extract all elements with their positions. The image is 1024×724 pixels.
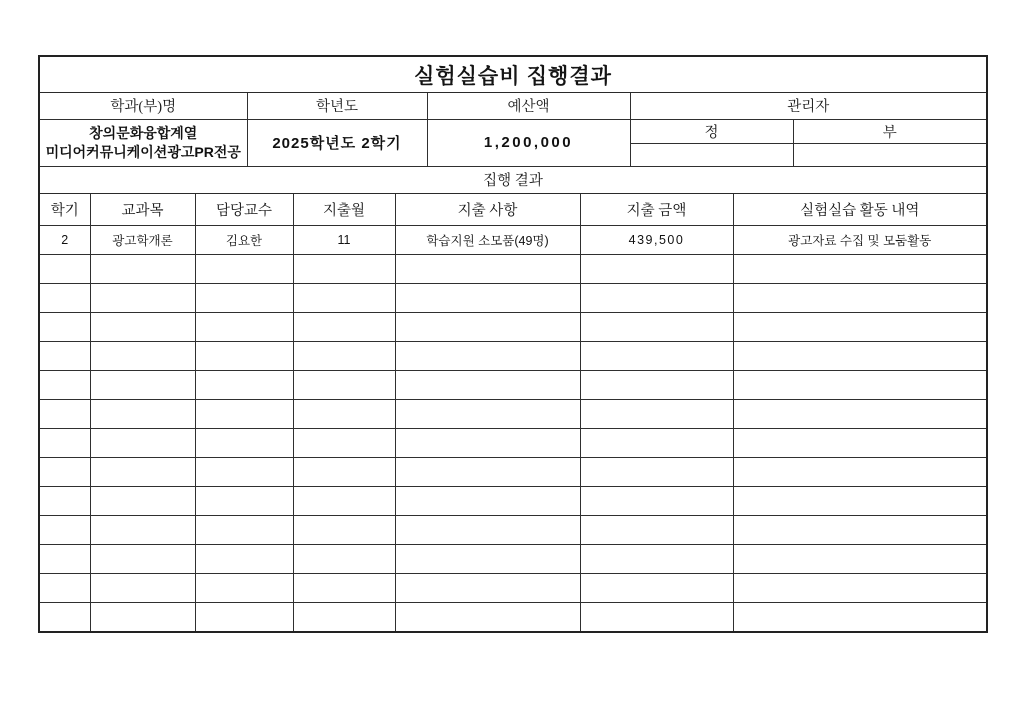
- empty-table-row: [40, 399, 986, 428]
- manager-label: 관리자: [630, 93, 986, 119]
- empty-cell: [40, 544, 90, 573]
- empty-cell: [40, 457, 90, 486]
- dept-name-line2: 미디어커뮤니케이션광고PR전공: [45, 143, 241, 160]
- cell-activity-detail: 광고자료 수집 및 모둠활동: [733, 225, 986, 254]
- empty-table-row: [40, 341, 986, 370]
- column-header-expense-item: 지출 사항: [395, 194, 580, 225]
- empty-table-row: [40, 428, 986, 457]
- empty-cell: [293, 283, 395, 312]
- empty-cell: [293, 428, 395, 457]
- empty-cell: [733, 428, 986, 457]
- empty-cell: [293, 457, 395, 486]
- cell-expense-amount: 439,500: [580, 225, 733, 254]
- budget-label: 예산액: [427, 93, 630, 119]
- empty-cell: [40, 428, 90, 457]
- empty-cell: [195, 341, 293, 370]
- empty-cell: [733, 312, 986, 341]
- manager-primary-value: [630, 143, 793, 166]
- empty-cell: [580, 573, 733, 602]
- empty-cell: [293, 573, 395, 602]
- empty-cell: [40, 254, 90, 283]
- manager-primary-label: 정: [630, 119, 793, 143]
- empty-cell: [580, 341, 733, 370]
- empty-cell: [195, 283, 293, 312]
- academic-year-value: 2025학년도 2학기: [247, 119, 427, 166]
- empty-cell: [40, 399, 90, 428]
- empty-cell: [733, 341, 986, 370]
- empty-table-row: [40, 486, 986, 515]
- info-section: [40, 93, 986, 194]
- empty-cell: [395, 283, 580, 312]
- empty-cell: [395, 486, 580, 515]
- empty-cell: [40, 573, 90, 602]
- empty-cell: [580, 283, 733, 312]
- empty-cell: [90, 341, 195, 370]
- empty-cell: [580, 486, 733, 515]
- empty-cell: [40, 602, 90, 631]
- dept-name-line1: 창의문화융합계열: [89, 124, 198, 141]
- empty-cell: [195, 486, 293, 515]
- empty-cell: [293, 370, 395, 399]
- empty-cell: [580, 399, 733, 428]
- empty-cell: [195, 573, 293, 602]
- empty-cell: [293, 515, 395, 544]
- empty-cell: [395, 341, 580, 370]
- empty-cell: [293, 544, 395, 573]
- execution-result-table: [40, 194, 986, 631]
- empty-cell: [40, 370, 90, 399]
- empty-cell: [733, 544, 986, 573]
- empty-cell: [90, 370, 195, 399]
- dept-name-label: 학과(부)명: [40, 93, 247, 119]
- column-header-semester: 학기: [40, 194, 90, 225]
- table-row: [40, 225, 986, 254]
- manager-secondary-label: 부: [793, 119, 986, 143]
- empty-cell: [293, 341, 395, 370]
- empty-cell: [395, 312, 580, 341]
- cell-expense-item: 학습지원 소모품(49명): [395, 225, 580, 254]
- empty-cell: [395, 457, 580, 486]
- empty-cell: [580, 428, 733, 457]
- empty-table-row: [40, 602, 986, 631]
- empty-cell: [40, 486, 90, 515]
- empty-table-row: [40, 370, 986, 399]
- empty-cell: [90, 515, 195, 544]
- empty-cell: [733, 370, 986, 399]
- empty-cell: [580, 457, 733, 486]
- empty-cell: [733, 399, 986, 428]
- empty-cell: [733, 283, 986, 312]
- empty-cell: [395, 602, 580, 631]
- empty-table-row: [40, 544, 986, 573]
- empty-table-row: [40, 573, 986, 602]
- document-title: 실험실습비 집행결과: [414, 63, 612, 88]
- cell-course: 광고학개론: [90, 225, 195, 254]
- empty-table-row: [40, 515, 986, 544]
- execution-result-section-title: 집행 결과: [40, 166, 986, 193]
- empty-cell: [90, 283, 195, 312]
- empty-cell: [195, 254, 293, 283]
- empty-table-row: [40, 312, 986, 341]
- main-table-body: [40, 225, 986, 631]
- empty-cell: [90, 457, 195, 486]
- expense-report-form: [38, 55, 988, 633]
- empty-table-row: [40, 283, 986, 312]
- manager-secondary-value: [793, 143, 986, 166]
- empty-cell: [395, 428, 580, 457]
- empty-cell: [90, 399, 195, 428]
- empty-cell: [395, 515, 580, 544]
- empty-cell: [395, 399, 580, 428]
- cell-professor: 김요한: [195, 225, 293, 254]
- empty-cell: [733, 254, 986, 283]
- empty-cell: [733, 515, 986, 544]
- empty-cell: [90, 254, 195, 283]
- empty-cell: [195, 544, 293, 573]
- empty-cell: [195, 428, 293, 457]
- empty-cell: [40, 341, 90, 370]
- empty-cell: [733, 457, 986, 486]
- empty-cell: [293, 602, 395, 631]
- empty-cell: [90, 312, 195, 341]
- table-header-row: [40, 194, 986, 225]
- empty-cell: [195, 602, 293, 631]
- cell-expense-month: 11: [293, 225, 395, 254]
- empty-cell: [293, 399, 395, 428]
- column-header-professor: 담당교수: [195, 194, 293, 225]
- empty-cell: [90, 573, 195, 602]
- budget-value: 1,200,000: [427, 119, 630, 166]
- info-table: [40, 93, 986, 193]
- title-row: [40, 57, 986, 93]
- column-header-course: 교과목: [90, 194, 195, 225]
- empty-cell: [580, 370, 733, 399]
- empty-cell: [90, 486, 195, 515]
- empty-cell: [580, 515, 733, 544]
- empty-cell: [195, 515, 293, 544]
- empty-cell: [40, 515, 90, 544]
- column-header-activity-detail: 실험실습 활동 내역: [733, 194, 986, 225]
- empty-cell: [40, 312, 90, 341]
- empty-table-row: [40, 457, 986, 486]
- empty-cell: [580, 602, 733, 631]
- empty-cell: [293, 486, 395, 515]
- empty-cell: [195, 399, 293, 428]
- academic-year-label: 학년도: [247, 93, 427, 119]
- cell-semester: 2: [40, 225, 90, 254]
- empty-cell: [293, 254, 395, 283]
- empty-cell: [90, 428, 195, 457]
- empty-cell: [395, 254, 580, 283]
- dept-name-value: [40, 119, 247, 166]
- empty-cell: [733, 486, 986, 515]
- empty-cell: [395, 544, 580, 573]
- empty-cell: [733, 573, 986, 602]
- empty-cell: [395, 573, 580, 602]
- empty-cell: [90, 602, 195, 631]
- empty-cell: [293, 312, 395, 341]
- empty-cell: [580, 254, 733, 283]
- empty-cell: [580, 544, 733, 573]
- empty-cell: [195, 370, 293, 399]
- empty-cell: [580, 312, 733, 341]
- empty-cell: [90, 544, 195, 573]
- empty-cell: [733, 602, 986, 631]
- column-header-expense-month: 지출월: [293, 194, 395, 225]
- empty-cell: [395, 370, 580, 399]
- empty-cell: [195, 457, 293, 486]
- empty-cell: [195, 312, 293, 341]
- column-header-expense-amount: 지출 금액: [580, 194, 733, 225]
- empty-cell: [40, 283, 90, 312]
- empty-table-row: [40, 254, 986, 283]
